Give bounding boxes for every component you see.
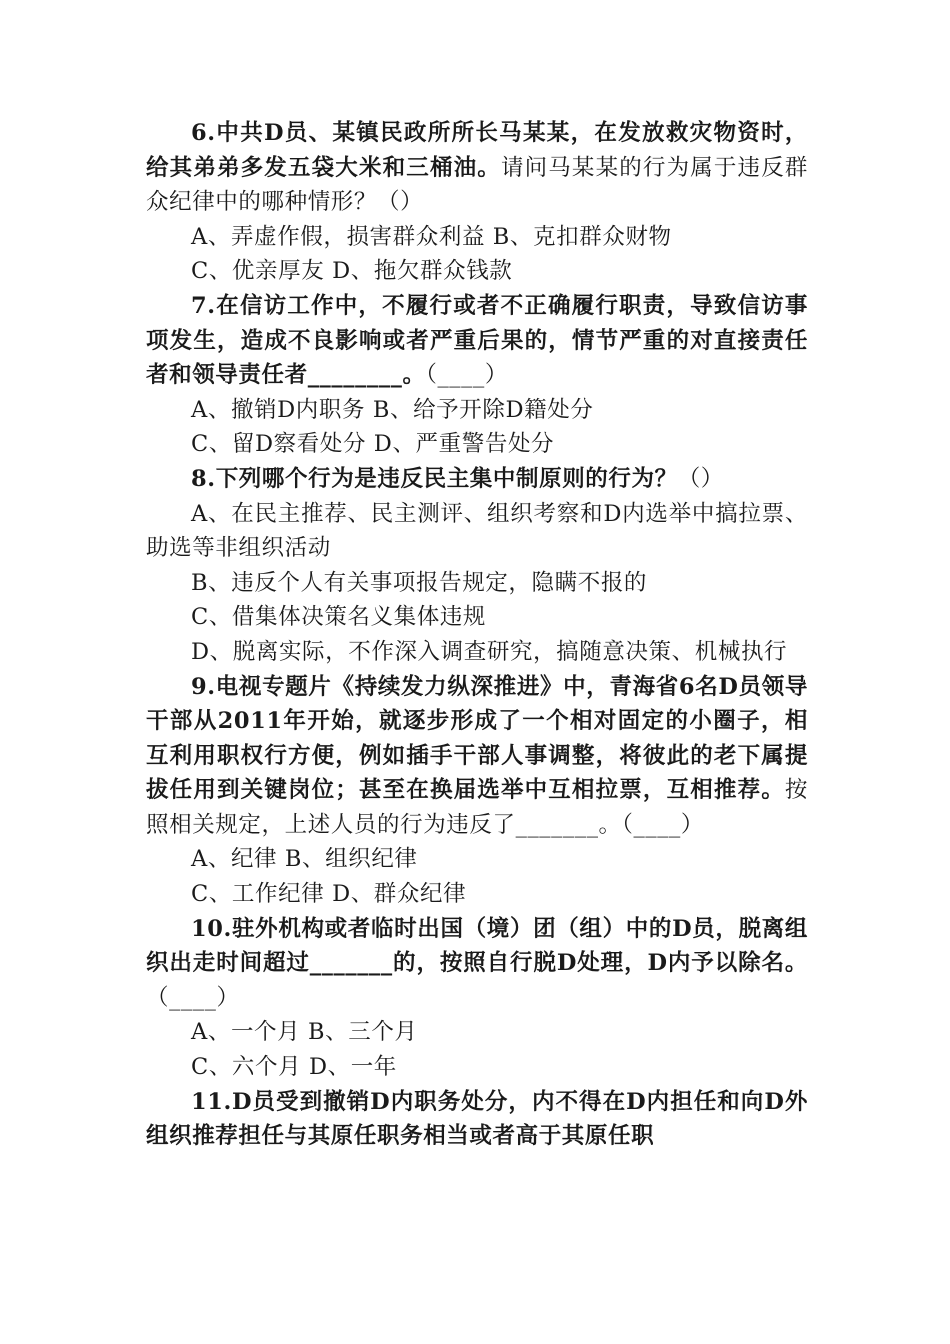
question-7 [146, 289, 808, 393]
question-9 [146, 670, 808, 843]
question-stem: 6.中共D员、某镇民政所所长马某某，在发放救灾物资时，给其弟弟多发五袋大米和三桶油。 [146, 120, 808, 181]
question-prompt: 请问马某某的行为属于违反群众纪律中的哪种情形？（） [146, 154, 808, 216]
option-line: A、一个月 B、三个月 [191, 1019, 418, 1046]
question-prompt: （____） [425, 362, 508, 389]
question-prompt: （） [677, 465, 724, 492]
question-8 [146, 462, 808, 497]
question-prompt: 按照相关规定，上述人员的行为违反了_______。（____） [146, 777, 808, 838]
question-stem: 7.在信访工作中，不履行或者不正确履行职责，导致信访事项发生，造成不良影响或者严重后果的，情节严重的对直接责任者和领导责任者________。 [146, 292, 808, 389]
option-line: D、脱离实际，不作深入调查研究，搞随意决策、机械执行 [191, 638, 788, 665]
option-line: C、留D察看处分 D、严重警告处分 [191, 431, 555, 458]
option-line: C、六个月 D、一年 [191, 1054, 397, 1081]
question-11 [146, 1085, 808, 1154]
question-list [146, 116, 808, 1154]
question-10 [146, 912, 808, 1016]
option-line: C、借集体决策名义集体违规 [191, 604, 487, 631]
option-line: A、在民主推荐、民主测评、组织考察和D内选举中搞拉票、助选等非组织活动 [146, 500, 808, 562]
question-stem: 11.D员受到撤销D内职务处分，内不得在D内担任和向D外组织推荐担任与其原任职务相当或者高于其原任职 [146, 1088, 808, 1150]
option-line: C、工作纪律 D、群众纪律 [191, 881, 467, 908]
option-line: A、弄虚作假，损害群众利益 B、克扣群众财物 [191, 223, 672, 250]
question-stem: 8.下列哪个行为是违反民主集中制原则的行为？ [191, 465, 678, 492]
option-line: A、撤销D内职务 B、给予开除D籍处分 [191, 396, 594, 423]
question-stem: 9.电视专题片《持续发力纵深推进》中，青海省6名D员领导干部从2011年开始，就逐步形成了一个相对固定的小圈子，相互利用职权行方便，例如插手干部人事调整，将彼此的老下属提拔任用到关键岗位；甚至在换届选举中互相拉票，互相推荐。 [146, 673, 808, 804]
question-prompt: （____） [146, 984, 240, 1011]
option-line: A、纪律 B、组织纪律 [191, 846, 418, 873]
question-6 [146, 116, 808, 220]
question-stem: 10.驻外机构或者临时出国（境）团（组）中的D员，脱离组织出走时间超过_______的，按照自行脱D处理，D内予以除名。 [146, 915, 808, 977]
option-line: B、违反个人有关事项报告规定，隐瞒不报的 [191, 569, 648, 596]
option-line: C、优亲厚友 D、拖欠群众钱款 [191, 258, 513, 285]
